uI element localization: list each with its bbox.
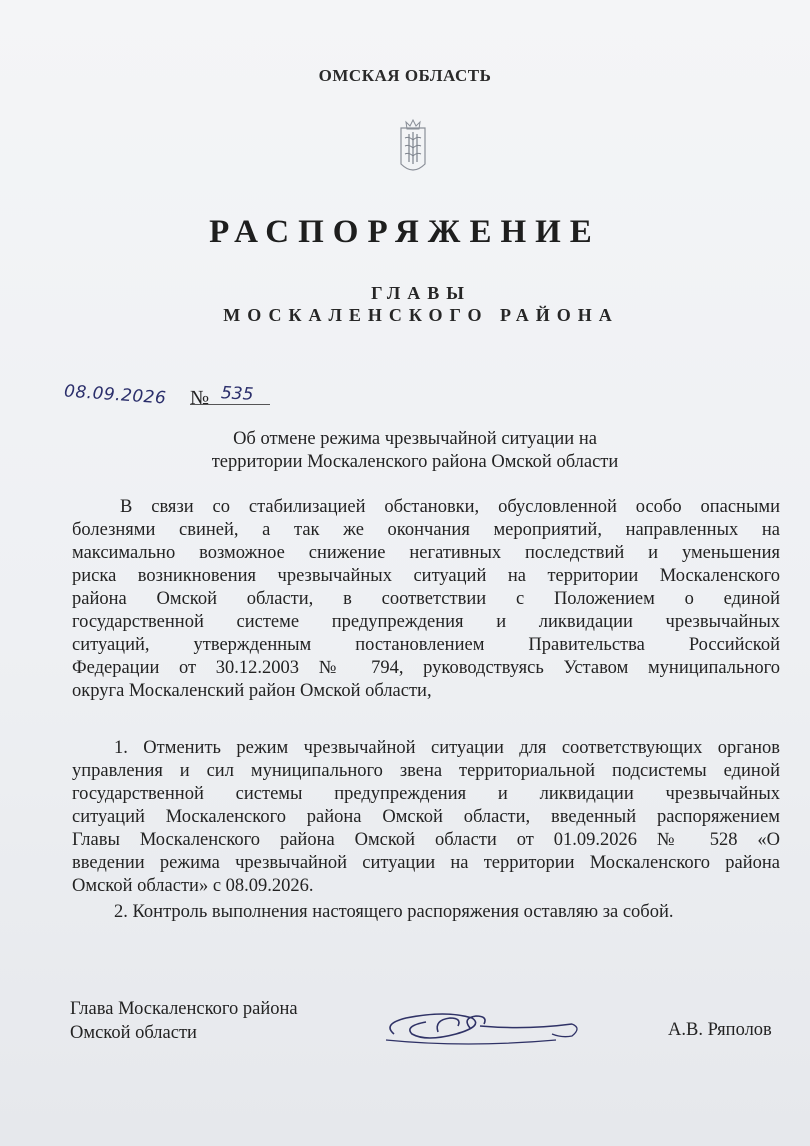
coat-of-arms-icon — [393, 116, 433, 182]
text-line: 1. Отменить режим чрезвычайной ситуации для соответствующих органов — [114, 738, 780, 758]
handwritten-signature — [376, 1004, 586, 1056]
document-title: РАСПОРЯЖЕНИЕ — [209, 214, 601, 250]
text-line: управления и сил муниципального звена территориальной подсистемы единой — [72, 761, 780, 781]
text-line: Главы Москаленского района Омской области от 01.09.2026 № 528 «О — [72, 830, 780, 850]
region-heading: ОМСКАЯ ОБЛАСТЬ — [318, 66, 492, 85]
text-line: округа Москаленский район Омской области, — [72, 681, 432, 701]
subject-line: территории Москаленского района Омской области — [211, 452, 619, 472]
text-line: риска возникновения чрезвычайных ситуаций на территории Москаленского — [72, 566, 780, 586]
subject-line: Об отмене режима чрезвычайной ситуации на — [233, 429, 597, 449]
text-line: района Омской области, в соответствии с Положением о единой — [72, 589, 780, 609]
text-line: Федерации от 30.12.2003 № 794, руководствуясь Уставом муниципального — [72, 658, 780, 678]
signer-position-line-1: Глава Москаленского района — [70, 999, 298, 1019]
text-line: максимально возможное снижение негативных последствий и уменьшения — [72, 543, 780, 563]
signer-name: А.В. Ряполов — [668, 1020, 772, 1040]
text-line: государственной системе предупреждения и ликвидации чрезвычайных — [72, 612, 780, 632]
number-underline — [190, 404, 270, 405]
text-line: болезнями свиней, а так же окончания мероприятий, направленных на — [72, 520, 780, 540]
signer-position-line-2: Омской области — [70, 1023, 197, 1043]
order-item-1 — [72, 737, 780, 898]
text-line: государственной системы предупреждения и ликвидации чрезвычайных — [72, 784, 780, 804]
text-line: Омской области» с 08.09.2026. — [72, 876, 314, 896]
issuer-line-1: ГЛАВЫ — [371, 283, 471, 303]
handwritten-number: 535 — [220, 383, 254, 405]
document-subject — [130, 428, 700, 474]
order-item-2 — [72, 901, 780, 924]
number-sign: № — [190, 387, 210, 409]
text-line: ситуаций Москаленского района Омской области, введенный распоряжением — [72, 807, 780, 827]
text-line: В связи со стабилизацией обстановки, обусловленной особо опасными — [120, 497, 780, 517]
text-line: ситуаций, утвержденным постановлением Правительства Российской — [72, 635, 780, 655]
issuer-line-2: МОСКАЛЕНСКОГО РАЙОНА — [223, 305, 619, 325]
handwritten-date: 08.09.2026 — [63, 381, 167, 409]
text-line: введении режима чрезвычайной ситуации на территории Москаленского района — [72, 853, 780, 873]
preamble-paragraph — [72, 496, 780, 703]
text-line: 2. Контроль выполнения настоящего распоряжения оставляю за собой. — [114, 902, 674, 922]
